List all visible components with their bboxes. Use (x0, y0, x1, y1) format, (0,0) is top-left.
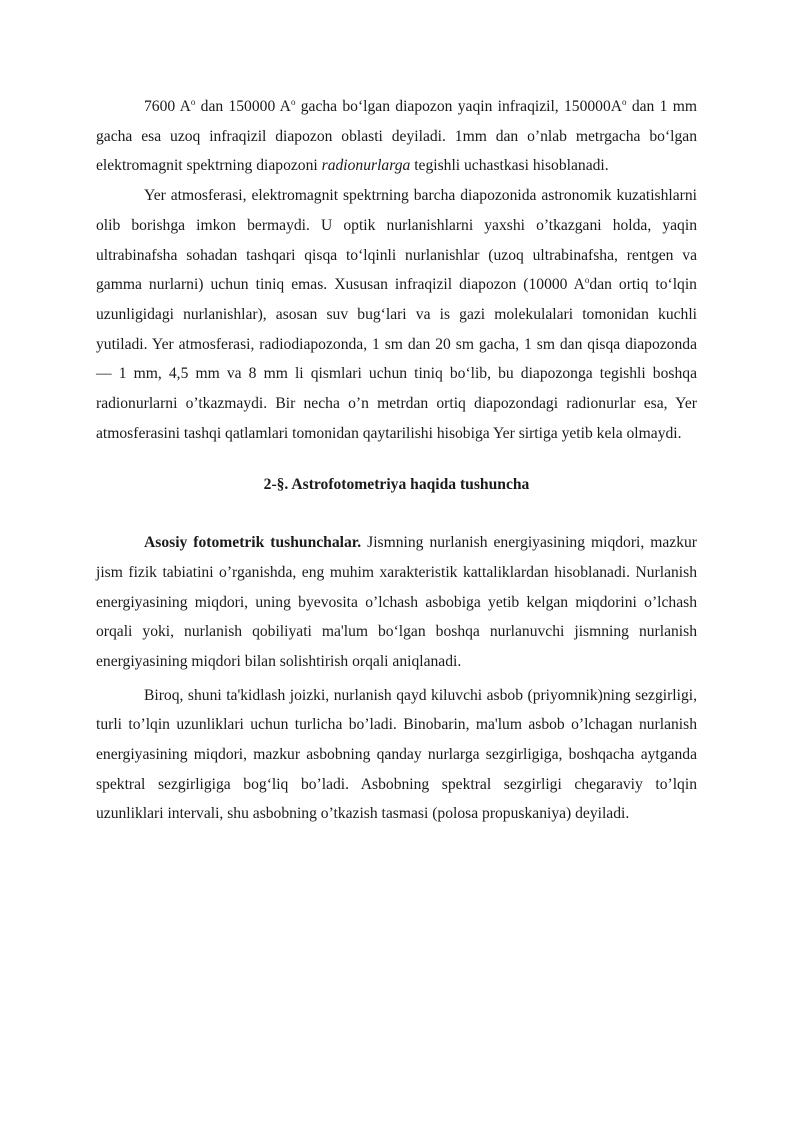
text-run: dan 1 mm gacha esa uzoq infraqizil diapozon oblasti deyiladi. 1mm dan o’nlab metrgacha bo‘lgan elektromagnit spektrning diapozoni (96, 98, 697, 175)
superscript: o (584, 275, 590, 286)
paragraph-atmosphere (96, 181, 697, 448)
text-run: 7600 A (144, 98, 191, 115)
bold-term: Asosiy fotometrik tushunchalar. (144, 534, 362, 552)
superscript: o (290, 97, 296, 107)
text-run: gacha bo‘lgan diapozon yaqin infraqizil, 150000A (295, 98, 623, 115)
text-run: Yer atmosferasi, elektromagnit spektrning barcha diapozonida astronomik kuzatishlarni olib borishga imkon bermaydi. U optik nurlanishlarni yaxshi o’tkazgani holda, yaqin ultrabinafsha sohadan tashqari qisqa to‘lqinli nurlanishlar (uzoq ultrabinafsha, rentgen va gamma nurlarni) uchun tiniq emas. Xususan infraqizil diapozon (10000 A (96, 187, 697, 294)
superscript: o (622, 97, 627, 107)
text-run: dan 150000 A (195, 98, 291, 115)
paragraph-sensitivity: Biroq, shuni ta'kidlash joizki, nurlanish qayd kiluvchi asbob (priyomnik)ning sezgirligi, turli to’lqin uzunliklari uchun turlicha bo’ladi. Binobarin, ma'lum asbob o’lchagan nurlanish energiyasining miqdori, mazkur asbobning qanday nurlarga sezgirligiga, boshqacha aytganda spektral sezgirligiga bog‘liq bo’ladi. Asbobning spektral sezgirligi chegaraviy to’lqin uzunliklari intervali, shu asbobning o’tkazish tasmasi (polosa propuskaniya) deyiladi. (96, 686, 697, 823)
italic-term: radionurlarga (321, 157, 411, 175)
superscript: o (190, 97, 196, 107)
text-run: Jismning nurlanish energiyasining miqdori, mazkur jism fizik tabiatini o’rganishda, eng muhim xarakteristik kattaliklardan hisoblanadi. Nurlanish energiyasining miqdori, uning byevosita o’lchash asbobiga yetib kelgan miqdorini o’lchash orqali yoki, nurlanish qobiliyati ma'lum bo‘lgan boshqa nurlanuvchi jismning nurlanish energiyasining miqdori bilan solishtirish orqali aniqlanadi. (96, 534, 698, 670)
text-run: dan ortiq to‘lqin uzunligidagi nurlanishlar), asosan suv bug‘lari va is gazi molekulalari tomonidan kuchli yutiladi. Yer atmosferasi, radiodiapozonda, 1 sm dan 20 sm gacha, 1 sm dan qisqa diapozonda — 1 mm, 4,5 mm va 8 mm li qismlari uchun tiniq bo‘lib, bu diapozonga tegishli boshqa radionurlarni o’tkazmaydi. Bir necha o’n metrdan ortiq diapozondagi radionurlar esa, Yer atmosferasini tashqi qatlamlari tomonidan qaytarilishi hisobiga Yer sirtiga yetib kela olmaydi. (96, 276, 697, 442)
section-heading: 2-§. Astrofotometriya haqida tushuncha (263, 476, 530, 494)
paragraph-infrared-ranges (96, 92, 697, 181)
paragraph-photometric-concepts (96, 528, 697, 677)
text-run: tegishli uchastkasi hisoblanadi. (410, 157, 609, 175)
